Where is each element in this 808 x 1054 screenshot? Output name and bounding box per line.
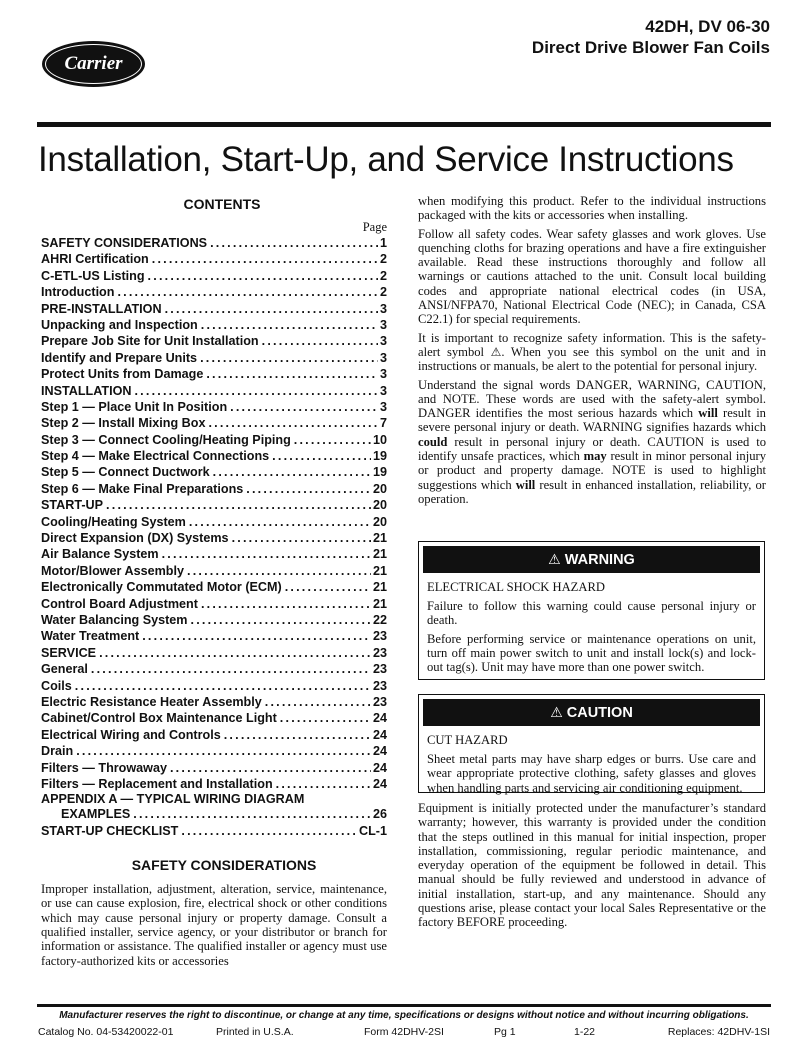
toc-leader (210, 235, 378, 251)
toc-leader (230, 399, 378, 415)
toc-leader (189, 514, 371, 530)
text-run: result in enhanced installation, reliability, or operation. (418, 477, 766, 506)
warning-body (419, 577, 764, 684)
toc-leader (265, 694, 371, 710)
toc-leader (187, 563, 371, 579)
toc-leader (152, 251, 378, 267)
left-column (41, 196, 387, 968)
contents-title: CONTENTS (183, 196, 261, 212)
toc-entry-page: 3 (379, 399, 387, 414)
text-run: result in personal injury or death. CAUTION is used to identify unsafe practices, which (418, 434, 766, 464)
caution-header (423, 699, 760, 726)
toc-entry-label: Water Balancing System (41, 612, 188, 627)
toc-entry[interactable] (41, 514, 387, 530)
toc-entry[interactable] (41, 350, 387, 366)
toc-entry-page: 24 (372, 744, 387, 759)
toc-entry-page: 7 (379, 416, 387, 431)
toc-entry-label: Step 1 — Place Unit In Position (41, 399, 228, 414)
toc-entry-page: 20 (372, 514, 387, 529)
paragraph-safety-codes: Follow all safety codes. Wear safety glasses and work gloves. Use quenching cloths for brazing operations and have a fire extinguisher available. Read these instructions thoroughly and follow all warnings or cautions attached to the unit. Consult local building codes and appropriate national electrical codes (in USA, ANSI/NFPA70, National Electrical Code (NEC); in Canada, CSA C22.1) for special requirements. (418, 226, 766, 327)
toc-entry-page: 10 (372, 432, 387, 447)
toc-entry[interactable] (41, 823, 387, 839)
toc-entry[interactable] (41, 481, 387, 497)
toc-leader (191, 612, 371, 628)
toc-entry-page: 2 (379, 268, 387, 283)
toc-entry-label: Identify and Prepare Units (41, 350, 198, 365)
toc-leader (294, 432, 371, 448)
toc-leader (262, 333, 378, 349)
footer-divider (37, 1004, 771, 1007)
toc-leader (206, 366, 378, 382)
safety-paragraph: Improper installation, adjustment, alteration, service, maintenance, or use can cause explosion, fire, electrical shock or other conditions which may cause personal injury or property damage. Consult a qualified installer, service agency, or your distributor or branch for information or assistance. The qualified installer or agency must use factory-authorized kits or accessories (41, 882, 387, 968)
toc-entry-label: PRE-INSTALLATION (41, 301, 162, 316)
toc-entry-page: 21 (372, 547, 387, 562)
footer-info (38, 1026, 770, 1040)
logo-ring (45, 44, 142, 84)
toc-entry-page: 20 (372, 481, 387, 496)
toc-entry-page: 23 (372, 629, 387, 644)
footer-notice: Manufacturer reserves the right to discontinue, or change at any time, specifications or designs without notice and without incurring obligations. (59, 1010, 749, 1021)
toc-entry[interactable] (41, 743, 387, 759)
toc-entry[interactable] (41, 694, 387, 710)
text-run: Understand the signal words DANGER, WARNING, CAUTION, and NOTE. These words are used with the safety-alert symbol. DANGER identifies the most serious hazards which (418, 377, 766, 421)
toc-leader (200, 350, 378, 366)
model-number: 42DH, DV 06-30 (645, 17, 770, 36)
warning-text: Failure to follow this warning could cause personal injury or death. (427, 599, 756, 628)
toc-entry-page: 3 (379, 350, 387, 365)
print-date: 1-22 (574, 1026, 596, 1038)
warning-icon: ⚠ (548, 551, 561, 568)
page-number: Pg 1 (494, 1026, 516, 1038)
toc-entry-page: 19 (372, 465, 387, 480)
toc-entry-label: APPENDIX A — TYPICAL WIRING DIAGRAM (41, 792, 305, 807)
toc-entry-label: Coils (41, 678, 72, 693)
toc-entry-label: Prepare Job Site for Unit Installation (41, 334, 259, 349)
page-column-label: Page (362, 220, 387, 234)
toc-entry-page: 3 (379, 317, 387, 332)
toc-entry-page: 21 (372, 563, 387, 578)
toc-leader (224, 727, 371, 743)
toc-entry[interactable] (41, 235, 387, 251)
toc-entry-label: Water Treatment (41, 629, 140, 644)
warning-title: WARNING (564, 551, 635, 568)
toc-entry-label: Protect Units from Damage (41, 367, 204, 382)
toc-entry[interactable] (41, 776, 387, 792)
toc-entry[interactable] (41, 415, 387, 431)
toc-entry-page: 2 (379, 252, 387, 267)
warning-text: Before performing service or maintenance operations on unit, turn off main power switch to unit and install lock(s) and lock-out tag(s). Unit may have more than one power switch. (427, 631, 756, 675)
toc-entry[interactable] (41, 497, 387, 513)
toc-leader (201, 317, 378, 333)
toc-entry-page: 21 (372, 531, 387, 546)
toc-entry-page: 3 (379, 367, 387, 382)
printed-location: Printed in U.S.A. (216, 1026, 294, 1038)
toc-entry-page: 23 (372, 694, 387, 709)
toc-entry-label: Control Board Adjustment (41, 596, 198, 611)
toc-entry[interactable] (41, 546, 387, 562)
toc-entry-page: 24 (372, 711, 387, 726)
toc-entry-label: Filters — Throwaway (41, 760, 167, 775)
toc-leader (276, 776, 371, 792)
toc-leader (181, 823, 357, 839)
toc-entry-label: Cabinet/Control Box Maintenance Light (41, 711, 277, 726)
toc-entry-label: Introduction (41, 285, 115, 300)
right-column (418, 194, 766, 510)
toc-entry[interactable] (41, 710, 387, 726)
toc-entry-label: Electrical Wiring and Controls (41, 727, 221, 742)
toc-entry-page: 23 (372, 678, 387, 693)
toc-leader (246, 481, 371, 497)
toc-leader (134, 383, 378, 399)
toc-entry-page: 2 (379, 285, 387, 300)
toc-entry-page: CL-1 (359, 823, 387, 838)
toc-entry-label: Unpacking and Inspection (41, 317, 198, 332)
toc-leader (91, 661, 371, 677)
toc-entry-page: 21 (372, 580, 387, 595)
toc-entry-label: Step 6 — Make Final Preparations (41, 481, 244, 496)
toc-leader (148, 268, 378, 284)
toc-entry[interactable] (41, 727, 387, 743)
toc-entry[interactable] (41, 628, 387, 644)
toc-entry[interactable] (41, 366, 387, 382)
model-description: Direct Drive Blower Fan Coils (531, 38, 770, 57)
toc-leader (106, 497, 371, 513)
toc-entry[interactable] (41, 530, 387, 546)
toc-entry[interactable] (41, 612, 387, 628)
toc-entry[interactable] (41, 806, 387, 822)
toc-leader (165, 301, 378, 317)
toc-entry-label: AHRI Certification (41, 252, 149, 267)
text-run: result in severe personal injury or death. WARNING signifies hazards which (418, 406, 766, 435)
toc-entry[interactable] (41, 251, 387, 267)
toc-entry-label: Direct Expansion (DX) Systems (41, 531, 229, 546)
form-number: Form 42DHV-2SI (364, 1026, 444, 1038)
toc-leader (162, 546, 371, 562)
toc-entry[interactable] (41, 301, 387, 317)
toc-entry-page: 1 (379, 236, 387, 250)
toc-entry-page: 19 (372, 449, 387, 464)
toc-entry[interactable] (41, 579, 387, 595)
toc-leader (201, 596, 371, 612)
caution-title: CAUTION (566, 704, 633, 721)
toc-entry-label: START-UP (41, 498, 104, 513)
toc-entry-page: 24 (372, 760, 387, 775)
paragraph-signal-words (418, 378, 766, 507)
replaces-form: Replaces: 42DHV-1SI (667, 1026, 770, 1038)
toc-leader (280, 710, 371, 726)
toc-entry-label: Drain (41, 744, 74, 759)
toc-entry[interactable] (41, 317, 387, 333)
emphasis: may (583, 449, 607, 464)
toc-entry[interactable] (41, 284, 387, 300)
caution-box (418, 694, 765, 793)
toc-leader (75, 678, 371, 694)
toc-entry-label: C-ETL-US Listing (41, 268, 145, 283)
toc-entry-page: 3 (379, 334, 387, 349)
toc-entry-page: 20 (372, 498, 387, 513)
toc-entry-label: Filters — Replacement and Installation (41, 776, 273, 791)
toc-leader (76, 743, 371, 759)
toc-leader (208, 415, 378, 431)
toc-entry[interactable] (41, 448, 387, 464)
toc-entry[interactable] (41, 645, 387, 661)
toc-entry[interactable] (41, 792, 387, 806)
toc-entry-page: 26 (372, 807, 387, 822)
toc-entry[interactable] (41, 399, 387, 415)
toc-entry[interactable] (41, 661, 387, 677)
caution-hazard: CUT HAZARD (427, 733, 508, 747)
toc-entry[interactable] (41, 333, 387, 349)
warning-box (418, 541, 765, 680)
toc-entry[interactable] (41, 596, 387, 612)
toc-entry-page: 24 (372, 776, 387, 791)
toc-entry[interactable] (41, 432, 387, 448)
carrier-logo (42, 41, 145, 87)
caution-body (419, 730, 764, 805)
toc-entry-label: SERVICE (41, 645, 97, 660)
toc-entry-page: 24 (372, 727, 387, 742)
toc-leader (232, 530, 371, 546)
toc-leader (117, 284, 378, 300)
toc-entry-label: Step 5 — Connect Ductwork (41, 465, 210, 480)
toc-entry[interactable] (41, 678, 387, 694)
toc-entry-label: Step 2 — Install Mixing Box (41, 416, 206, 431)
paragraph-warranty: Equipment is initially protected under the manufacturer’s standard warranty; however, this warranty is provided under the condition that the steps outlined in this manual for initial inspection, proper installation, commissioning, regular periodic maintenance, and everyday operation of the equipment be followed in detail. This manual should be fully reviewed and understood in advance of initial installation, start-up, and any maintenance. Should any questions arise, please contact your local Sales Representative or the factory BEFORE proceeding. (418, 801, 766, 930)
toc-entry-label: START-UP CHECKLIST (41, 823, 179, 838)
toc-entry-page: 23 (372, 645, 387, 660)
emphasis: will (515, 477, 536, 492)
toc-leader (133, 806, 371, 822)
toc-entry-label: Cooling/Heating System (41, 514, 186, 529)
warning-hazard: ELECTRICAL SHOCK HAZARD (427, 580, 605, 594)
safety-alert-icon: ⚠ (490, 344, 502, 359)
logo-text: Carrier (64, 53, 123, 74)
toc-entry-page: 3 (379, 383, 387, 398)
emphasis: could (418, 434, 448, 449)
header-divider (37, 122, 771, 127)
text-run: It is important to recognize safety information. This is the safety-alert symbol (418, 330, 766, 359)
page-title: Installation, Start-Up, and Service Instructions (38, 140, 734, 179)
warning-header (423, 546, 760, 573)
toc-entry-page: 22 (372, 612, 387, 627)
toc-entry-label: INSTALLATION (41, 383, 132, 398)
safety-heading: SAFETY CONSIDERATIONS (131, 857, 317, 874)
toc-entry-label: Motor/Blower Assembly (41, 563, 184, 578)
text-run: result in minor personal injury or product and property damage. NOTE is used to highlight suggestions which (418, 449, 766, 492)
toc-leader (213, 464, 371, 480)
toc-leader (170, 760, 371, 776)
model-heading (532, 16, 770, 58)
text-run: . When you see this symbol on the unit and in instructions or manuals, be alert to the potential for personal injury. (418, 344, 767, 374)
toc-entry-label: SAFETY CONSIDERATIONS (41, 236, 208, 250)
toc-entry-label: Air Balance System (41, 547, 159, 562)
toc-entry[interactable] (41, 383, 387, 399)
caution-text: Sheet metal parts may have sharp edges or burrs. Use care and wear appropriate protective clothing, safety glasses and gloves when handling parts and servicing air conditioning equipment. (427, 752, 756, 795)
catalog-number: Catalog No. 04-53420022-01 (38, 1026, 174, 1038)
paragraph-modifying: when modifying this product. Refer to the individual instructions packaged with the kits or accessories when installing. (418, 194, 766, 223)
toc-entry[interactable] (41, 268, 387, 284)
toc-entry-label: Step 3 — Connect Cooling/Heating Piping (41, 432, 291, 447)
toc-entry-label: Step 4 — Make Electrical Connections (41, 449, 270, 464)
toc-entry-page: 3 (379, 301, 387, 316)
toc-entry-label: EXAMPLES (61, 807, 131, 822)
paragraph-safety-alert (418, 331, 766, 374)
toc-entry[interactable] (41, 760, 387, 776)
toc-entry[interactable] (41, 563, 387, 579)
toc-leader (285, 579, 371, 595)
toc-entry-label: General (41, 662, 88, 677)
toc-entry-page: 21 (372, 596, 387, 611)
caution-icon: ⚠ (550, 704, 563, 721)
toc-leader (142, 628, 371, 644)
toc-entry-label: Electronically Commutated Motor (ECM) (41, 580, 282, 595)
table-of-contents (41, 235, 387, 792)
toc-leader (272, 448, 371, 464)
toc-entry-label: Electric Resistance Heater Assembly (41, 694, 262, 709)
toc-entry-page: 23 (372, 662, 387, 677)
emphasis: will (698, 406, 718, 421)
toc-entry[interactable] (41, 464, 387, 480)
toc-leader (99, 645, 371, 661)
